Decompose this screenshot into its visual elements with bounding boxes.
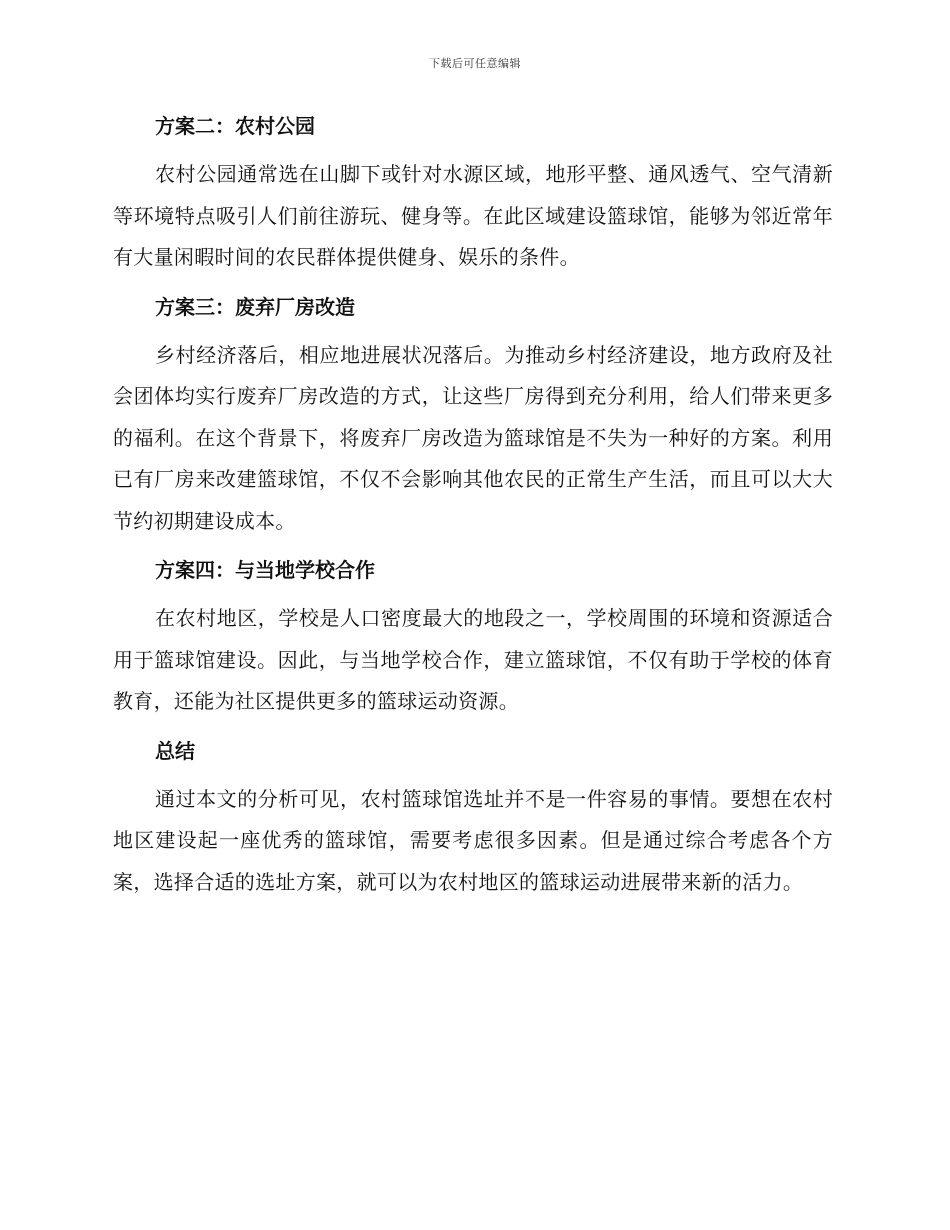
section-body-plan-two: 农村公园通常选在山脚下或针对水源区域，地形平整、通风透气、空气清新等环境特点吸引人们前往游玩、健身等。在此区域建设篮球馆，能够为邻近常年有大量闲暇时间的农民群体提供健身、娱乐的条件。 xyxy=(113,162,833,269)
section-heading-plan-two: 方案二：农村公园 xyxy=(155,114,315,138)
section-heading-summary: 总结 xyxy=(155,738,195,763)
section-body-plan-four: 在农村地区，学校是人口密度最大的地段之一，学校周围的环境和资源适合用于篮球馆建设。因此，与当地学校合作，建立篮球馆，不仅有助于学校的体育教育，还能为社区提供更多的篮球运动资源。 xyxy=(113,606,833,713)
section-body-summary: 通过本文的分析可见，农村篮球馆选址并不是一件容易的事情。要想在农村地区建设起一座优秀的篮球馆，需要考虑很多因素。但是通过综合考虑各个方案，选择合适的选址方案，就可以为农村地区的篮球运动进展带来新的活力。 xyxy=(113,786,833,894)
section-heading-plan-three: 方案三：废弃厂房改造 xyxy=(155,294,355,319)
document-content xyxy=(113,108,833,913)
section-body-plan-three: 乡村经济落后，相应地进展状况落后。为推动乡村经济建设，地方政府及社会团体均实行废弃厂房改造的方式，让这些厂房得到充分利用，给人们带来更多的福利。在这个背景下，将废弃厂房改造为篮球馆是不失为一种好的方案。利用已有厂房来改建篮球馆，不仅不会影响其他农民的正常生产生活，而且可以大大节约初期建设成本。 xyxy=(113,342,833,533)
header-note: 下载后可任意编辑 xyxy=(429,57,521,70)
section-heading-plan-four: 方案四：与当地学校合作 xyxy=(155,558,375,582)
